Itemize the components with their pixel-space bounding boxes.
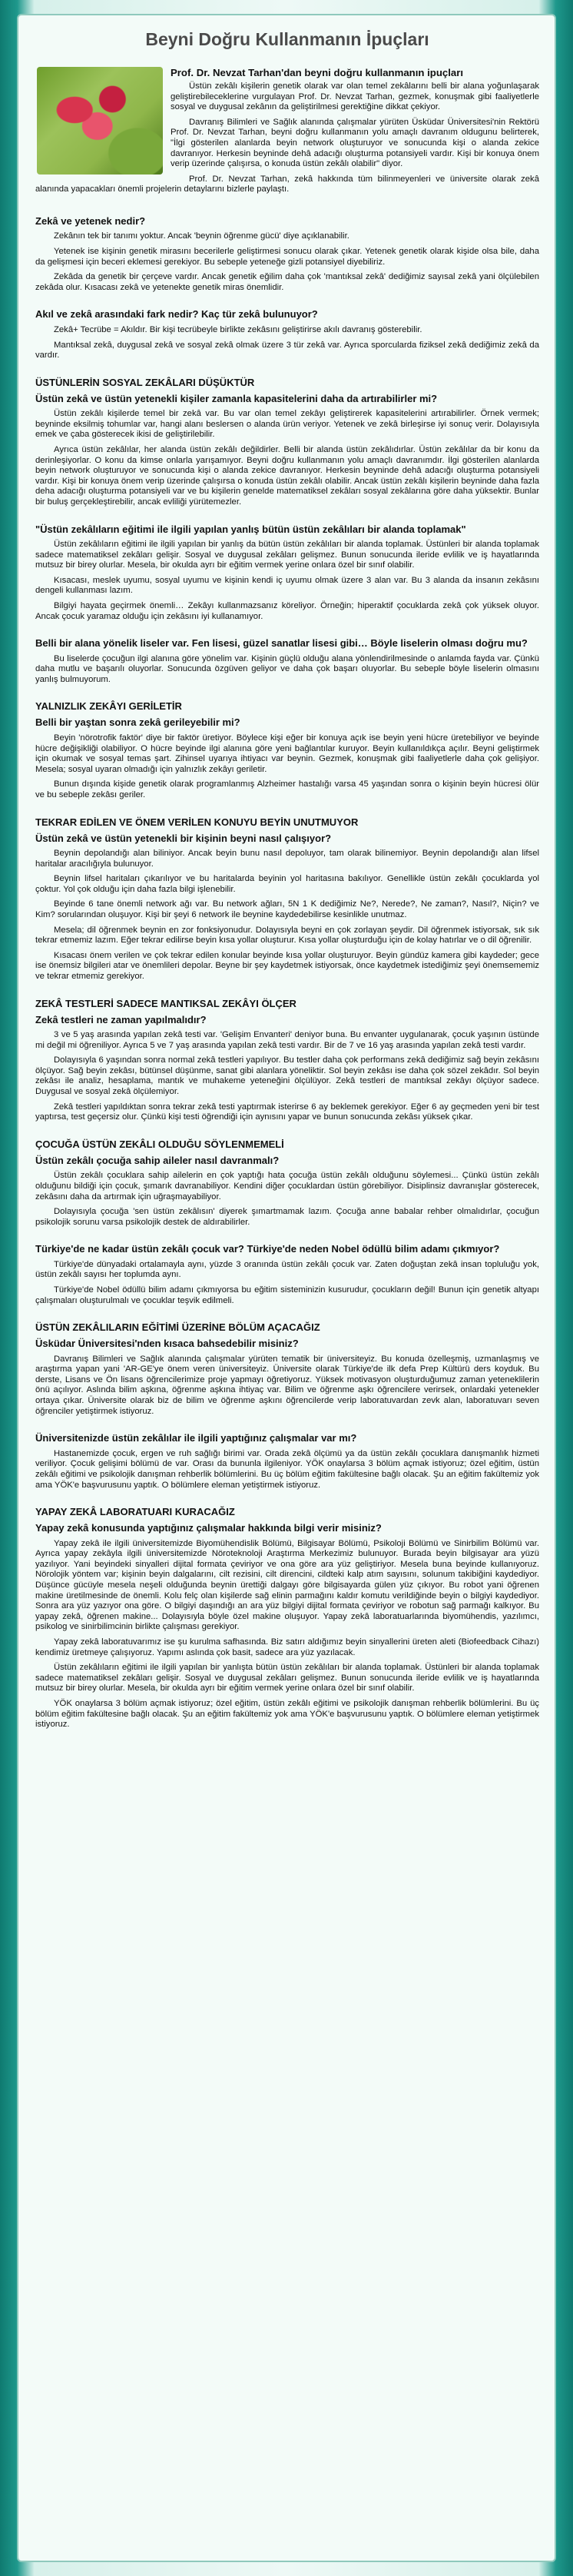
question-heading: Belli bir yaştan sonra zekâ gerileyebilir mi? — [35, 716, 240, 729]
article-page — [17, 14, 556, 2562]
question-heading: Zekâ ve yetenek nedir? — [35, 214, 146, 227]
question-heading: Üstün zekâ ve üstün yetenekli bir kişinin beyni nasıl çalışıyor? — [35, 832, 332, 844]
answer-paragraph: Üstün zekâlıların eğitimi ile ilgili yapılan bir yanlışta bütün üstün zekâlıları bir alanda toplamak. Üstünleri bir alanda toplamak sadece matematiksel zekâları gelişir. Sosyal ve duygusal zekâları gelişmez. Bunun sonucunda ileride evlilik ve iş hayatlarında mutsuz bir birey olurlar. Mesela, bir okulda ayrı bir eğitim vermek yerine onlara özel bir sınıf olabilir. — [35, 1663, 539, 1694]
question-heading: Üstün zekâ ve üstün yetenekli kişiler zamanla kapasitelerini daha da artırabilirler mi? — [35, 392, 438, 404]
answer-paragraph: Beyinde 6 tane önemli network ağı var. Bu network ağları, 5N 1 K dediğimiz Ne?, Nerede?, Ne zaman?, Nasıl?, Niçin? ve Kim? sorularından oluşuyor. Kişi bir şeyi 6 network ile beynine kaydedebilirse kesinlikle unutmaz. — [35, 899, 539, 919]
answer-paragraph: Bilgiyi hayata geçirmek önemli… Zekâyı kullanmazsanız köreliyor. Örneğin; hiperaktif çocuklarda zekâ çok yüksek oluyor. Ancak çocuk yaramaz olduğu için zekâsını iyi kullanamıyor. — [35, 601, 539, 621]
flower-photo — [37, 67, 163, 175]
article-body — [35, 215, 539, 1730]
page-title: Beyni Doğru Kullanmanın İpuçları — [145, 29, 429, 49]
answer-paragraph: Dolayısıyla çocuğa 'sen üstün zekâlısın' diyerek şımartmamak lazım. Çocuğa anne babalar rehber olmalıdırlar, çocuğun psikolojik sorunu varsa psikolojik destek de aldırabilirler. — [35, 1207, 539, 1227]
answer-paragraph: Bunun dışında kişide genetik olarak programlanmış Alzheimer hastalığı varsa 45 yaşından sonra o kişinin beyin hücresi ölür ve bu sebeple zekâsı geriler. — [35, 779, 539, 799]
answer-paragraph: Üstün zekâlı kişilerde temel bir zekâ var. Bu var olan temel zekâyı geliştirerek kapasitelerini artırabilirler. Örnek vermek; beyninde eksilmiş tohumlar var, hangi alanı beslersen o alanda ürün veriyor. Yetenek ve zekâ birleşirse iyi sonuç verir. Dolayısıyla emek ve çaba gösterecek ikisi de geliştirilebilir. — [35, 409, 539, 440]
answer-paragraph: 3 ve 5 yaş arasında yapılan zekâ testi var. 'Gelişim Envanteri' deniyor buna. Bu envanter uygulanarak, çocuk yaşının üstünde mi değil mi öğreniliyor. Ayrıca 5 ve 7 yaş arasında yapılan zekâ testi vardır. Bir de 7 ve 16 yaş arasında yapılan zekâ testi vardır. — [35, 1030, 539, 1050]
answer-paragraph: Türkiye'de Nobel ödüllü bilim adamı çıkmıyorsa bu eğitim sisteminizin kusurudur, çocukların değil! Bunun için genetik altyapı çalışmaları oluşturulmalı ve çocuklar teşvik edilmeli. — [35, 1285, 539, 1305]
question-heading: Yapay zekâ konusunda yaptığınız çalışmalar hakkında bilgi verir misiniz? — [35, 1522, 382, 1534]
intro-paragraph: Davranış Bilimleri ve Sağlık alanında çalışmalar yürüten Üsküdar Üniversitesi'nin Rektörü Prof. Dr. Nevzat Tarhan, beyni doğru kullanmanın yolu amaçlı davranım oldugunu belirterek, "İlgi gösterilen alanlarda beyin network oluşturuyor ve sonucunda kişi o alanda zekice davranıyor. Herkesin beyninde dehâ adacığı oluşturma potansiyeli vardır. Kişi bir konuya önem verip üzerinde çalışırsa, o konuda üstün zekâlı olabilir" diyor. — [171, 117, 539, 169]
answer-paragraph: Yapay zekâ laboratuvarımız ise şu kurulma safhasında. Biz satırı aldığımız beyin sinyallerini üreten aleti (Biofeedback Cihazı) kendimiz üretmeye çalışıyoruz. Yapımı aslında çok basit, sadece ara yüz yazılacak. — [35, 1637, 539, 1657]
question-heading: Türkiye'de ne kadar üstün zekâlı çocuk var? Türkiye'de neden Nobel ödüllü bilim adamı çıkmıyor? — [35, 1243, 500, 1255]
answer-paragraph: Ayrıca üstün zekâlılar, her alanda üstün zekâlı değildirler. Belli bir alanda üstün zekâlıdırlar. Üstün zekâlılar da bir konu da derinleşiyorlar. O konu da kimse onlarla yarışamıyor. Beyni doğru kullanmanın yolu amaçlı davranımdır. İlgi gösterilen alanlarda beyin network oluşturuyor ve sonucunda kişi o alanda zekice davranıyor. Herkesin beyninde dehâ adacığı oluşturma potansiyeli vardır. Kişi bir konuya önem verip üzerinde çalışırsa o konuda üstün zekâlı olabilir. Ancak üstün zekâlı kişilerin beyninde daha fazla deha adacığı oluşturma potansiyeli var ve bu kişilerin genelde matematiksel zekâları sosyal zekâlarına göre daha yüksektir. Bunlar bir buluş gerçekleştirebilir, ancak evliliği yürütemezler. — [35, 444, 539, 507]
answer-paragraph: YÖK onaylarsa 3 bölüm açmak istiyoruz; özel eğitim, üstün zekâlı eğitimi ve psikolojik danışman rehberlik bölümlerini. Bu üç bölüm eğitim fakültesine bağlı olacak. Şu an eğitim fakültemiz yok ama YÖK'e başvurusunu yaptık. O bölümlere eleman yetiştirmek istiyoruz. — [35, 1698, 539, 1730]
answer-paragraph: Bu liselerde çocuğun ilgi alanına göre yönelim var. Kişinin güçlü olduğu alana yönlendirilmesinde o anlamda fayda var. Çünkü daha mutlu ve başarılı oluyorlar. Sonucunda özgüven geliyor ve daha çok başarı oluyorlar. Bu sebeple böyle liselerin olmasını yanlış bulmuyorum. — [35, 653, 539, 684]
question-heading: Belli bir alana yönelik liseler var. Fen lisesi, güzel sanatlar lisesi gibi… Böyle liselerin olması doğru mu? — [35, 637, 528, 650]
answer-paragraph: Beynin lifsel haritaları çıkarılıyor ve bu haritalarda beyinin yol haritasına bakılıyor. Genellikle üstün zekâlı çocuklarda yol çoktur. Yol çok olduğu için daha fazla bilgi işlenebilir. — [35, 874, 539, 894]
answer-paragraph: Mesela; dil öğrenmek beynin en zor fonksiyonudur. Dolayısıyla beyni en çok zorlayan şeydir. Dil öğrenmek istiyorsak, sık sık tekrar etmemiz lazım. Eğer tekrar edilirse beyin kısa yollar oluşturur. Kısa yollar oluşturduğu için de kolay hatırlar ve o dil öğrenilir. — [35, 925, 539, 946]
answer-paragraph: Beynin depolandığı alan biliniyor. Ancak beyin bunu nasıl depoluyor, tam olarak bilinemiyor. Beynin depolandığı alan lifsel haritalar aracılığıyla bulunuyor. — [35, 849, 539, 869]
answer-paragraph: Davranış Bilimleri ve Sağlık alanında çalışmalar yürüten tematik bir üniversiteyiz. Bu konuda özelleşmiş, uzmanlaşmış ve araştırma yapan yani 'AR-GE'ye önem veren üniversiteyiz. Üniversite olarak Türkiye'de ilk defa Prep Kültürü ders koyduk. Bu derste, Lisans ve Ön lisans öğrencilerimize proje yapmayı öğretiyoruz. Yüksek motivasyon oluşturduğumuz zaman yeteneklilerin önü açılıyor. Aslında bilim aşkına, öğrenme aşkına ihtiyaç var. Bilim ve öğrenme aşkı öğrencilere verirsek, onlardaki yetenekler ortaya çıkar. Üniversite olarak biz de bilim ve öğrenme aşkını öğrencilerde verip laboratuvardan zevk alan, laboratuvarı seven öğrenciler yetiştirmek istiyoruz. — [35, 1354, 539, 1416]
answer-paragraph: Yetenek ise kişinin genetik mirasını becerilerle geliştirmesi sonucu olarak çıkar. Yetenek genetik olarak kişide olsa bile, daha da gelişmesi için beceri eklemesi gerekiyor. Bu sebeple yeteneğe gizli potansiyel diyebiliriz. — [35, 247, 539, 267]
answer-paragraph: Zekânın tek bir tanımı yoktur. Ancak 'beynin öğrenme gücü' diye açıklanabilir. — [54, 231, 349, 241]
question-heading: Üsküdar Üniversitesi'nden kısaca bahsedebilir misiniz? — [35, 1338, 299, 1350]
answer-paragraph: Hastanemizde çocuk, ergen ve ruh sağlığı birimi var. Orada zekâ ölçümü ya da üstün zekâlı çocuklara danışmanlık hizmeti veriliyor. Çocuk gelişimi bölümü de var. Orası da bununla ilgileniyor. YÖK onaylarsa 3 bölüm açmak istiyoruz; özel eğitim, üstün zekâlı eğitimi ve psikolojik danışman rehberlik bölümlerini. Bu üç bölüm eğitim fakültesine bağlı olacak. Şu an eğitim fakültemiz yok ama YÖK'e başvurusunu yaptık. O bölümlere eleman yetiştirmek istiyoruz. — [35, 1448, 539, 1490]
section-banner: ÜSTÜNLERİN SOSYAL ZEKÂLARI DÜŞÜKTÜR — [35, 376, 255, 388]
answer-paragraph: Zekâ testleri yapıldıktan sonra tekrar zekâ testi yaptırmak isterirse 6 ay beklemek gerekiyor. Eğer 6 ay geçmeden yeni bir test yaptırsa, test geçersiz olur. Çünkü kişi testi öğrendiği için aynısını yapar ve bunun sonucunda zekâsı yüksek çıkar. — [35, 1102, 539, 1122]
section-banner: ZEKÂ TESTLERİ SADECE MANTIKSAL ZEKÂYI ÖLÇER — [35, 997, 296, 1009]
answer-paragraph: Türkiye'de dünyadaki ortalamayla aynı, yüzde 3 oranında üstün zekâlı çocuk var. Zaten doğuştan zekâ insan topluluğu yok, üstün zekâlı sayısı her toplumda aynı. — [35, 1259, 539, 1280]
answer-paragraph: Üstün zekâlıların eğitimi ile ilgili yapılan bir yanlış da bütün üstün zekâlıları bir alanda toplamak. Üstünleri bir alanda toplamak sadece matematiksel zekâları gelişir. Sosyal ve duygusal zekâları gelişmez. Bunun sonucunda ileride evlilik ve iş hayatlarında mutsuz bir birey olurlar. Mesela, bir okulda ayrı bir eğitim vermek yerine onlara özel bir sınıf olabilir. — [35, 540, 539, 570]
section-banner: TEKRAR EDİLEN VE ÖNEM VERİLEN KONUYU BEYİN UNUTMUYOR — [35, 816, 359, 828]
answer-paragraph: Kısacası, meslek uyumu, sosyal uyumu ve kişinin kendi iç uyumu olmak üzere 3 alan var. Bu 3 alanda da insanın zekâsını dengeli kullanması lazım. — [35, 575, 539, 596]
question-heading: Akıl ve zekâ arasındaki fark nedir? Kaç tür zekâ bulunuyor? — [35, 308, 318, 321]
section-banner: YALNIZLIK ZEKÂYI GERİLETİR — [35, 700, 182, 713]
answer-paragraph: Zekâ+ Tecrübe = Akıldır. Bir kişi tecrübeyle birlikte zekâsını geliştirirse akılı davranış gösterebilir. — [54, 324, 422, 334]
question-heading: Üniversitenizde üstün zekâlılar ile ilgili yaptığınız çalışmalar var mı? — [35, 1432, 357, 1444]
question-heading: "Üstün zekâlıların eğitimi ile ilgili yapılan yanlış bütün üstün zekâlıları bir alanda toplamak" — [35, 523, 466, 535]
section-banner: ÜSTÜN ZEKÂLILARIN EĞİTİMİ ÜZERİNE BÖLÜM AÇACAĞIZ — [35, 1321, 320, 1334]
answer-paragraph: Yapay zekâ ile ilgili üniversitemizde Biyomühendislik Bölümü, Bilgisayar Bölümü, Psikoloji Bölümü ve Sinirbilim Bölümü var. Ayrıca yapay zekâyla ilgili üniversitemizde Nöroteknoloji Araştırma Merkezimiz bulunuyor. Burada beyin bilgisayar ara yüzü yazılıyor. Yani beyindeki sinyalleri dijital formata çeviriyor ve ona göre ara yüz geliştiriyor. Mesela buna beyinde kullanıyoruz. Nörolojik yöntem var; kişinin beyin dalgalarını, cilt rezisini, cilt direncini, cildteki kalp atım sayısını, solunum takibiğini kaydediyor. Düşünce gücüyle mesela neşeli olduğunda beynin ürettiği dalgayı göre bilgisayarda gülen yüz çıkıyor. Bu robot yani öğrenen makine üretilmesinde de önemli. Kolu felç olan kişilerde sağ elinin parmağını kaldır komutu verildiğinde beyin o bilgiyi kaydediyor. Sonra ara yüz yazıyor ona göre. O bilgiyi daşındığı an ara yüz bilgiyi dijital formata çeviriyor ve robotun sağ parmağı kalkıyor. Bu yapay zekâ, öğrenen makine... Dolayısıyla böyle özel makine oluşuyor. Yapay zekâ laboratuarlarında biyomühendis, yazılımcı, psikolog ve sinirbilimcinin birlikte çalışması gerekiyor. — [35, 1538, 539, 1632]
answer-paragraph: Beyin 'nörotrofik faktör' diye bir faktör üretiyor. Böylece kişi eğer bir konuya açık ise beyin yeni hücre üretebiliyor ve beyinde hücre değişikliği olabiliyor. O hücre beyinde ilgi alanına göre yeni bağlantılar kuruyor. Beyin kullanıldıkça açılır. Beyni geliştirmek için okumak ve sosyal temas şart. Zihinsel uyarıya ihtiyacı var beynin. Gezmek, konuşmak gibi faaliyetlerle daha çok gelişiyor. Mesela; sosyal uyaran olmadığı için yalnızlık zekâyı geriletir. — [35, 733, 539, 774]
answer-paragraph: Kısacası önem verilen ve çok tekrar edilen konular beyinde kısa yollar oluşturuyor. Beyin gündüz kamera gibi kaydeder; gece ise önemsiz bilgileri atar ve önemlileri depolar. Beyne bir şey kaydetmek istiyorsak, önce kaydetmek istediğimiz şeyi önemsememiz ve tekrar etmemiz gerekiyor. — [35, 950, 539, 981]
answer-paragraph: Dolayısıyla 6 yaşından sonra normal zekâ testleri yapılıyor. Bu testler daha çok performans zekâ dediğimiz sağ beyin zekâsını ölçüyor. Sağ beyin zekâsı, bütünsel düşünme, sanat gibi alanlara yöneliktir. Sol beyin zekâsı ise daha çok sözel zekâdır. Sol beyin zekâsı ile analiz, hesaplama, mantık ve muhakeme yeteneğini ölçülüyor. Zekâ testleri de mantıksal zekâyı ölçüyor sadece. Duygusal ve sosyal zekâ ölçülemiyor. — [35, 1055, 539, 1097]
answer-paragraph: Zekâda da genetik bir çerçeve vardır. Ancak genetik eğilim daha çok 'mantıksal zekâ' dediğimiz sayısal zekâ yani ölçülebilen zekâda olur. Kısacası zekâ ve yetenekte genetik miras önemlidir. — [35, 272, 539, 292]
section-banner: ÇOCUĞA ÜSTÜN ZEKÂLI OLDUĞU SÖYLENMEMELİ — [35, 1138, 284, 1150]
section-banner: YAPAY ZEKÂ LABORATUARI KURACAĞIZ — [35, 1506, 235, 1518]
author-heading: Prof. Dr. Nevzat Tarhan'dan beyni doğru kullanmanın ipuçları — [171, 67, 463, 78]
question-heading: Üstün zekâlı çocuğa sahip aileler nasıl davranmalı? — [35, 1154, 280, 1166]
intro-paragraph: Üstün zekâlı kişilerin genetik olarak var olan temel zekâlarını belli bir alana yoğunlaşarak geliştirebileceklerine vurgulayan Prof. Dr. Nevzat Tarhan, gezmek, konuşmak gibi faaliyetlerle sosyal ve duygusal zekânın da geliştirilmesi gerektiğine dikkat çekiyor. — [171, 81, 539, 112]
answer-paragraph: Üstün zekâlı çocuklara sahip ailelerin en çok yaptığı hata çocuğa üstün zekâlı olduğunu söylemesi... Çünkü üstün zekâlı olduğunu bildiği için çocuk, şımarık davranabiliyor. Kendini diğer çocuklardan üstün görebiliyor. Disiplinsiz davranışlar gösterecek, zekâsını daha da artırmak için uğraşmayabiliyor. — [35, 1171, 539, 1202]
intro-paragraph: Prof. Dr. Nevzat Tarhan, zekâ hakkında tüm bilinmeyenleri ve üniversite olarak zekâ alanında yapacakları önemli projelerin detaylarını bizlerle paylaştı. — [35, 174, 539, 194]
question-heading: Zekâ testleri ne zaman yapılmalıdır? — [35, 1013, 207, 1025]
answer-paragraph: Mantıksal zekâ, duygusal zekâ ve sosyal zekâ olmak üzere 3 tür zekâ var. Ayrıca sporcularda fiziksel zekâ dediğimiz zekâ da vardır. — [35, 340, 539, 361]
